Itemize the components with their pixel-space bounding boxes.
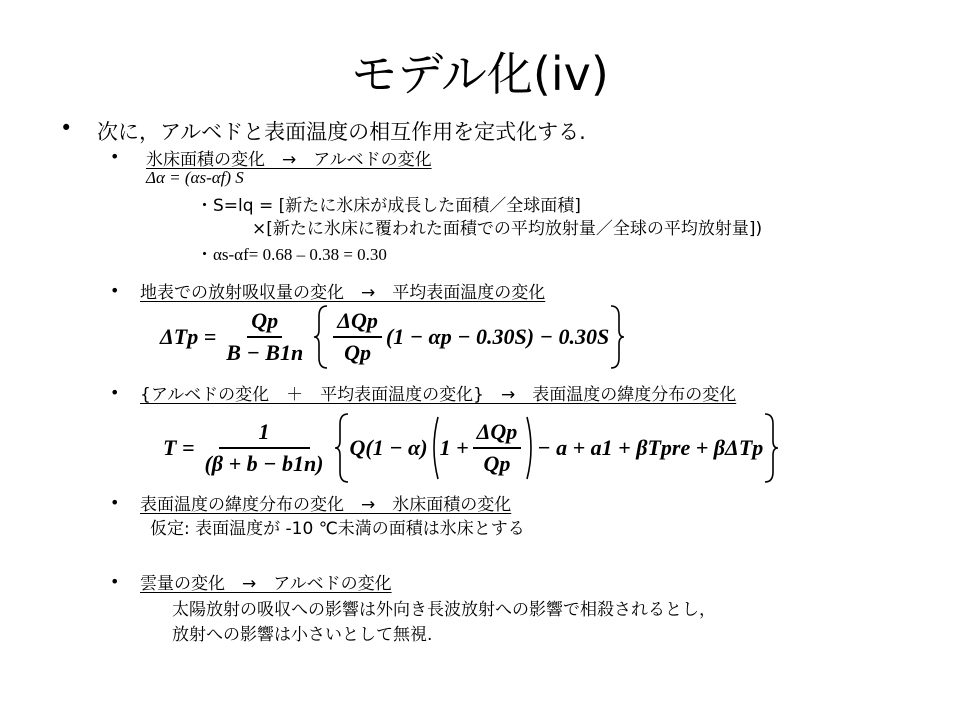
sec3-heading: {アルベドの変化 ＋ 平均表面温度の変化} → 表面温度の緯度分布の変化 — [140, 385, 737, 405]
sec5-heading: 雲量の変化 → アルベドの変化 — [140, 574, 392, 594]
intro-text: 次に，アルベドと表面温度の相互作用を定式化する. — [97, 120, 586, 144]
sec2-bullet: • — [110, 281, 120, 300]
sec4-bullet: • — [110, 493, 120, 512]
sec3-eq-inner-numerator: ΔQp — [473, 419, 522, 449]
sec3-eq-part1: Q(1 − α) — [349, 435, 428, 460]
sec1-sub1-line1: ・S=lq = [新たに氷床が成長した面積／全球面積] — [196, 196, 581, 216]
sec1-bullet: • — [110, 147, 120, 166]
sec3-eq-inner-fraction — [473, 419, 522, 477]
sec2-eq-inner-fraction — [333, 308, 382, 366]
sec2-eq-fraction — [222, 308, 307, 366]
sec3-eq-tail: − a + a1 + βTpre + βΔTp — [537, 435, 764, 460]
left-brace-icon — [313, 304, 329, 370]
sec1-equation: Δα = (αs-αf) S — [146, 168, 244, 187]
sec2-eq-denominator: B − B1n — [226, 340, 304, 365]
sec3-eq-fraction — [200, 419, 327, 477]
sec1-sub2: ・αs-αf= 0.68 – 0.38 = 0.30 — [196, 245, 387, 264]
sec4-heading: 表面温度の緯度分布の変化 → 氷床面積の変化 — [140, 495, 512, 515]
sec5-line1: 太陽放射の吸収への影響は外向き長波放射への影響で相殺されるとし， — [172, 600, 716, 620]
sec2-eq-lhs: ΔTp = — [160, 324, 217, 349]
sec2-heading: 地表での放射吸収量の変化 → 平均表面温度の変化 — [140, 283, 546, 303]
sec3-eq-numerator: 1 — [219, 419, 310, 449]
sec2-eq-tail: (1 − αp − 0.30S) − 0.30S — [385, 324, 610, 349]
sec3-eq-one-plus: 1 + — [439, 435, 469, 460]
sec1-heading: 氷床面積の変化 → アルベドの変化 — [146, 150, 432, 170]
slide-title: モデル化(iv) — [351, 47, 609, 101]
sec3-bullet: • — [110, 383, 120, 402]
sec5-line2: 放射への影響は小さいとして無視. — [172, 625, 433, 645]
intro-bullet: • — [60, 116, 73, 140]
sec3-eq-denominator: (β + b − b1n) — [204, 451, 324, 476]
sec2-eq-inner-denominator: Qp — [344, 340, 371, 365]
left-brace-icon — [334, 412, 350, 484]
sec3-eq-inner-denominator: Qp — [483, 451, 511, 476]
right-paren-icon — [525, 415, 537, 481]
sec2-eq-numerator: Qp — [247, 308, 282, 338]
sec4-note: 仮定: 表面温度が -10 ℃未満の面積は氷床とする — [150, 519, 525, 539]
sec3-eq-lhs: T = — [163, 435, 195, 460]
sec2-eq-inner-numerator: ΔQp — [333, 308, 382, 338]
sec3-equation — [163, 410, 779, 486]
sec2-equation — [160, 302, 625, 372]
right-brace-icon — [609, 304, 625, 370]
sec1-sub1-line2: ×[新たに氷床に覆われた面積での平均放射量／全球の平均放射量]) — [252, 219, 763, 239]
sec5-bullet: • — [110, 572, 120, 591]
right-brace-icon — [763, 412, 779, 484]
left-paren-icon — [428, 415, 440, 481]
